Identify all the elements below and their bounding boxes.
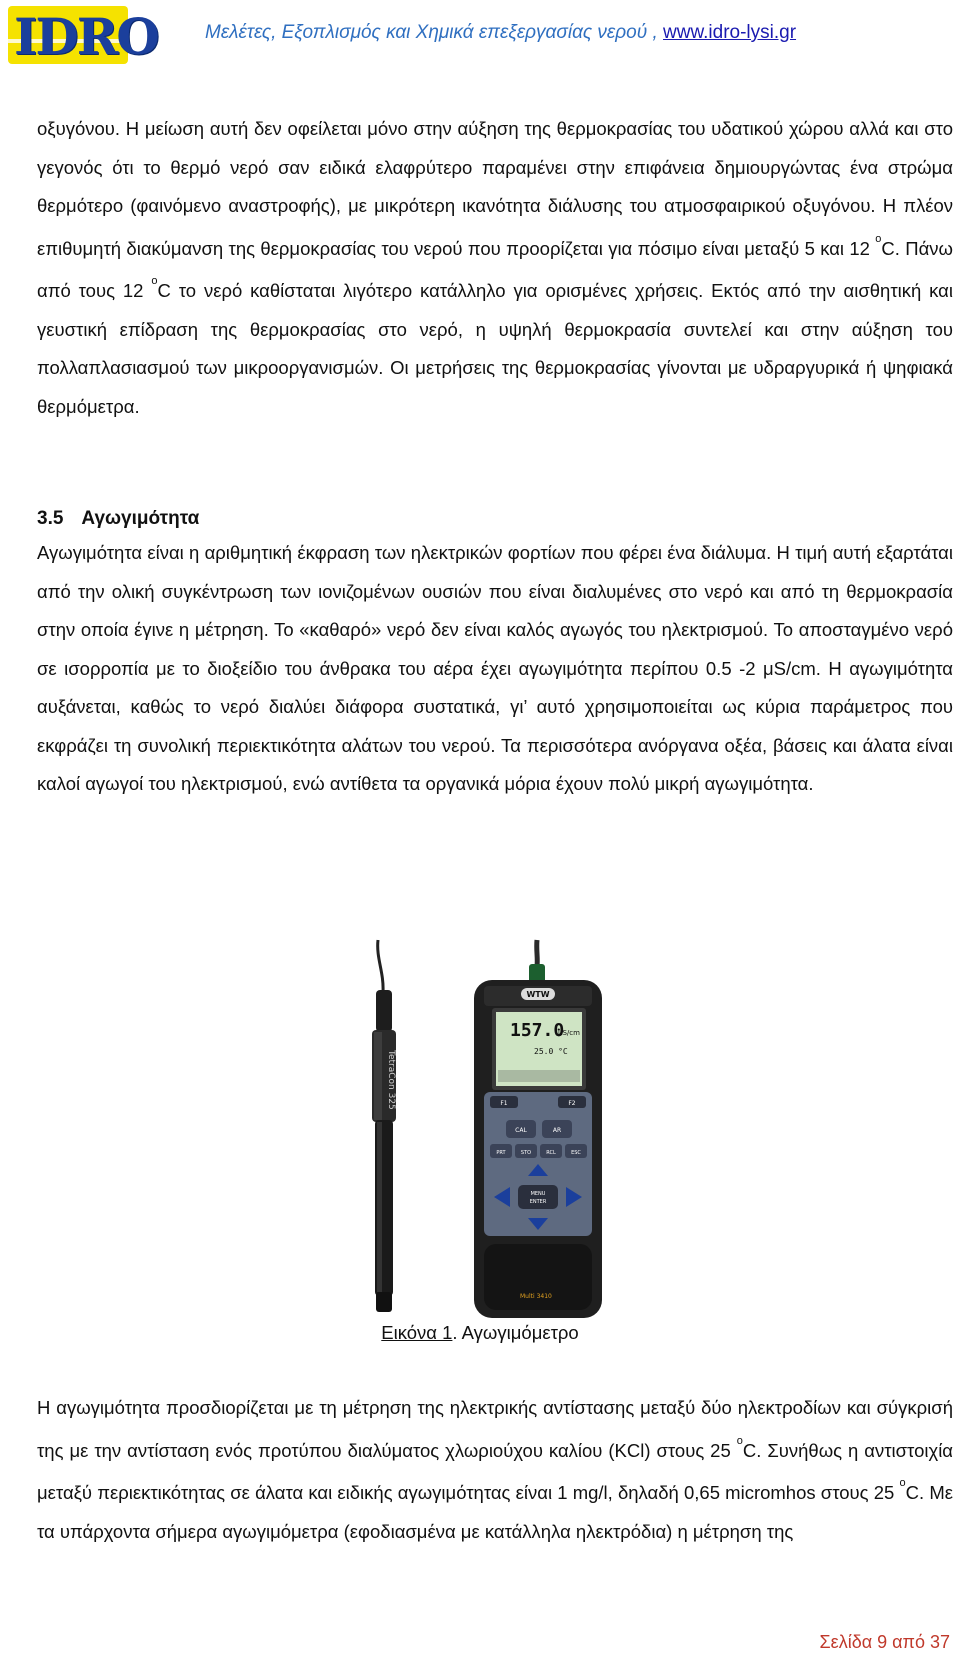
- key-enter: ENTER: [529, 1199, 547, 1205]
- paragraph-conductivity: Αγωγιμότητα είναι η αριθμητική έκφραση των ηλεκτρικών φορτίων που φέρει ένα διάλυμα. Η τιμή αυτή εξαρτάται από την ολική συγκέντρωση των ιονιζομένων ουσιών που είναι διαλυμένες στο νερό και από τη θερμοκρασία στην οποία έγινε η μέτρηση. Το «καθαρό» νερό δεν είναι καλός αγωγός του ηλεκτρισμού. Το αποσταγμένο νερό σε ισορροπία με το διοξείδιο του άνθρακα του αέρα έχει αγωγιμότητα περίπου 0.5 -2 μS/cm. Η αγωγιμότητα αυξάνεται, καθώς το νερό διαλύει διάφορα συστατικά, γι’ αυτό χρησιμοποιείται ως κύρια παράμετρος που εκφράζει τη συνολική περιεκτικότητα αλάτων του νερού. Τα περισσότερα ανόργανα οξέα, βάσεις και άλατα είναι καλοί αγωγοί του ηλεκτρισμού, ενώ αντίθετα τα οργανικά μόρια έχουν πολύ μικρή αγωγιμότητα.: [37, 542, 953, 794]
- section-title: Αγωγιμότητα: [81, 508, 200, 529]
- key-f2: F2: [568, 1100, 576, 1107]
- idro-logo: [8, 6, 158, 66]
- key-rcl: RCL: [546, 1150, 556, 1156]
- section-heading: [37, 508, 199, 530]
- website-link[interactable]: www.idro-lysi.gr: [663, 22, 797, 43]
- conductivity-meter-image: [0, 940, 960, 1325]
- para3-text-3: C. Με τα υπάρχοντα σήμερα αγωγιμόμετρα (εφοδιασμένα με κατάλληλα ηλεκτρόδια) η μέτρηση της: [37, 1482, 953, 1542]
- meter-cable: [537, 940, 538, 966]
- handheld-meter: [474, 980, 602, 1318]
- key-menu: MENU: [530, 1191, 546, 1197]
- probe-label: TetraCon 325: [386, 1050, 396, 1110]
- degree-superscript: o: [875, 232, 882, 245]
- conductivity-meter-figure: [0, 940, 960, 1325]
- para1-text-1: οξυγόνου. Η μείωση αυτή δεν οφείλεται μόνο στην αύξηση της θερμοκρασίας του υδατικού χώρου αλλά και στο γεγονός ότι το θερμό νερό σαν ειδικά ελαφρύτερο παραμένει στην επιφάνεια δημιουργώντας ένα στρώμα θερμότερο (φαινόμενο αναστροφής), με μικρότερη ικανότητα διάλυσης του ατμοσφαιρικού οξυγόνου. Η πλέον επιθυμητή διακύμανση της θερμοκρασίας του νερού που προορίζεται για πόσιμο είναι μεταξύ 5 και 12: [37, 118, 953, 259]
- degree-superscript: o: [736, 1434, 743, 1447]
- key-cal: CAL: [515, 1127, 527, 1134]
- section-number: 3.5: [37, 508, 64, 529]
- degree-superscript: o: [899, 1477, 906, 1490]
- page-number: Σελίδα 9 από 37: [819, 1632, 950, 1652]
- display-temperature: 25.0 °C: [534, 1047, 568, 1056]
- header-tagline: [205, 22, 796, 44]
- logo-text: IDRO: [14, 7, 158, 66]
- page-header: [0, 0, 960, 70]
- key-f1: F1: [500, 1100, 508, 1107]
- key-ar: AR: [552, 1127, 562, 1134]
- device-brand: WTW: [526, 990, 550, 999]
- caption-label: Εικόνα 1: [381, 1322, 453, 1343]
- para3-text-1: Η αγωγιμότητα προσδιορίζεται με τη μέτρηση της ηλεκτρικής αντίστασης μεταξύ δύο ηλεκτροδίων και σύγκρισή της με την αντίσταση ενός προτύπου διαλύματος χλωριούχου καλίου (KCl) στους 25: [37, 1397, 953, 1461]
- degree-superscript: o: [151, 275, 158, 288]
- caption-text: . Αγωγιμόμετρο: [452, 1322, 579, 1343]
- paragraph-measurement: [37, 1389, 953, 1551]
- para1-text-3: C το νερό καθίσταται λιγότερο κατάλληλο για ορισμένες χρήσεις. Εκτός από την αισθητική και γευστική επίδραση της θερμοκρασίας στο νερό, η υψηλή θερμοκρασία συντελεί και στην αύξηση του πολλαπλασιασμού των μικροοργανισμών. Οι μετρήσεις της θερμοκρασίας γίνονται με υδραργυρικά ή ψηφιακά θερμόμετρα.: [37, 280, 953, 417]
- para1-text-2: C. Πάνω από τους 12: [37, 237, 954, 302]
- conductivity-probe: [372, 940, 396, 1312]
- display-unit: µS/cm: [558, 1029, 580, 1037]
- key-esc: ESC: [571, 1150, 581, 1156]
- figure-caption: [0, 1322, 960, 1344]
- key-sto: STO: [520, 1150, 532, 1156]
- display-reading: 157.0: [510, 1020, 565, 1041]
- key-prt: PRT: [496, 1150, 506, 1156]
- paragraph-temperature: [37, 110, 953, 426]
- para3-text-2: C. Συνήθως η αντιστοιχία μεταξύ περιεκτικότητας σε άλατα και ειδικής αγωγιμότητας είναι 1 mg/l, δηλαδή 0,65 micromhos στους 25: [37, 1439, 954, 1504]
- tagline-text: Μελέτες, Εξοπλισμός και Χημικά επεξεργασίας νερού ,: [205, 22, 658, 43]
- device-model: Multi 3410: [520, 1293, 552, 1300]
